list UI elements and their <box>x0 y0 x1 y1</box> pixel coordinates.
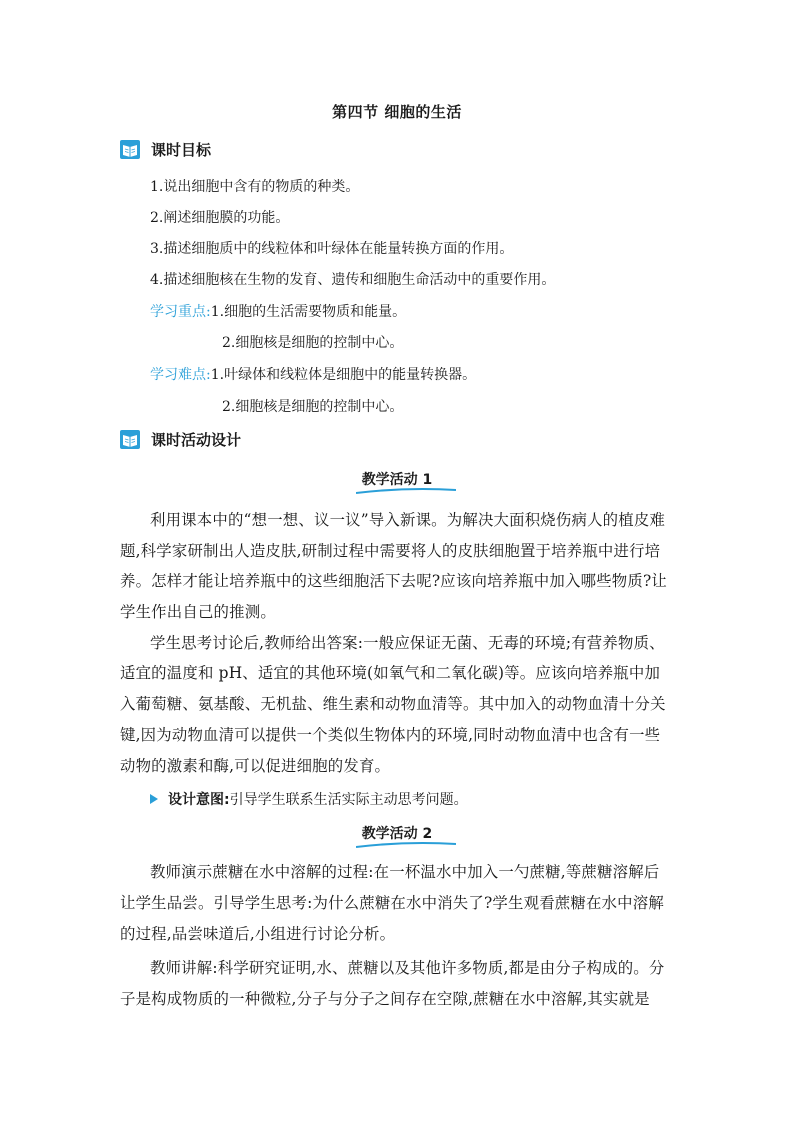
paragraph-line: 的过程,品尝味道后,小组进行讨论分析。 <box>120 925 396 943</box>
paragraph-line: 教师演示蔗糖在水中溶解的过程:在一杯温水中加入一勺蔗糖,等蔗糖溶解后 <box>150 863 660 881</box>
design-intent-text: 引导学生联系生活实际主动思考问题。 <box>229 792 468 808</box>
difficulties-label: 学习难点: <box>150 367 211 383</box>
paragraph-line: 子是构成物质的一种微粒,分子与分子之间存在空隙,蔗糖在水中溶解,其实就是 <box>120 990 650 1008</box>
activity-2-heading <box>356 823 439 846</box>
paragraph-line: 键,因为动物血清可以提供一个类似生物体内的环境,同时动物血清中也含有一些 <box>120 726 661 744</box>
section-header-design <box>120 428 241 450</box>
open-book-icon <box>120 140 140 159</box>
section-label-design: 课时活动设计 <box>151 430 242 449</box>
paragraph-line: 利用课本中的“想一想、议一议”导入新课。为解决大面积烧伤病人的植皮难 <box>150 511 666 529</box>
page-title: 第四节 细胞的生活 <box>332 103 462 121</box>
design-intent <box>150 789 468 809</box>
paragraph-line: 学生作出自己的推测。 <box>120 603 276 621</box>
section-label-goals: 课时目标 <box>151 140 212 159</box>
paragraph-line: 学生思考讨论后,教师给出答案:一般应保证无菌、无毒的环境;有营养物质、 <box>150 634 665 652</box>
activity-1-title: 教学活动 1 <box>361 472 433 488</box>
design-intent-label: 设计意图: <box>168 792 230 808</box>
difficulties-row <box>150 364 476 384</box>
triangle-bullet-icon <box>150 794 158 804</box>
goal-item: 3.描述细胞质中的线粒体和叶绿体在能量转换方面的作用。 <box>150 241 514 257</box>
goal-item: 4.描述细胞核在生物的发育、遗传和细胞生命活动中的重要作用。 <box>150 272 556 288</box>
key-points-row <box>150 301 406 321</box>
activity-2-heading-wrap <box>0 823 794 846</box>
paragraph-line: 动物的激素和酶,可以促进细胞的发育。 <box>120 757 391 775</box>
section-header-goals <box>120 138 211 160</box>
paragraph-line: 适宜的温度和 pH、适宜的其他环境(如氧气和二氧化碳)等。应该向培养瓶中加 <box>120 664 661 682</box>
swoosh-underline-icon <box>356 487 456 495</box>
swoosh-underline-icon <box>356 841 456 849</box>
paragraph-line: 入葡萄糖、氨基酸、无机盐、维生素和动物血清等。其中加入的动物血清十分关 <box>120 695 666 713</box>
difficulty-item: 2.细胞核是细胞的控制中心。 <box>222 399 404 415</box>
activity-2-title: 教学活动 2 <box>361 826 433 842</box>
paragraph-line: 教师讲解:科学研究证明,水、蔗糖以及其他许多物质,都是由分子构成的。分 <box>150 959 665 977</box>
difficulty-item: 1.叶绿体和线粒体是细胞中的能量转换器。 <box>210 367 477 383</box>
key-point-item: 1.细胞的生活需要物质和能量。 <box>210 304 407 320</box>
activity-1-heading <box>356 469 439 492</box>
paragraph-line: 养。怎样才能让培养瓶中的这些细胞活下去呢?应该向培养瓶中加入哪些物质?让 <box>120 572 667 590</box>
paragraph-line: 让学生品尝。引导学生思考:为什么蔗糖在水中消失了?学生观看蔗糖在水中溶解 <box>120 894 664 912</box>
key-point-item: 2.细胞核是细胞的控制中心。 <box>222 335 404 351</box>
open-book-icon <box>120 430 140 449</box>
activity-1-heading-wrap <box>0 469 794 492</box>
goal-item: 2.阐述细胞膜的功能。 <box>150 210 290 226</box>
goal-item: 1.说出细胞中含有的物质的种类。 <box>150 179 360 195</box>
key-points-label: 学习重点: <box>150 304 211 320</box>
paragraph-line: 题,科学家研制出人造皮肤,研制过程中需要将人的皮肤细胞置于培养瓶中进行培 <box>120 542 661 560</box>
